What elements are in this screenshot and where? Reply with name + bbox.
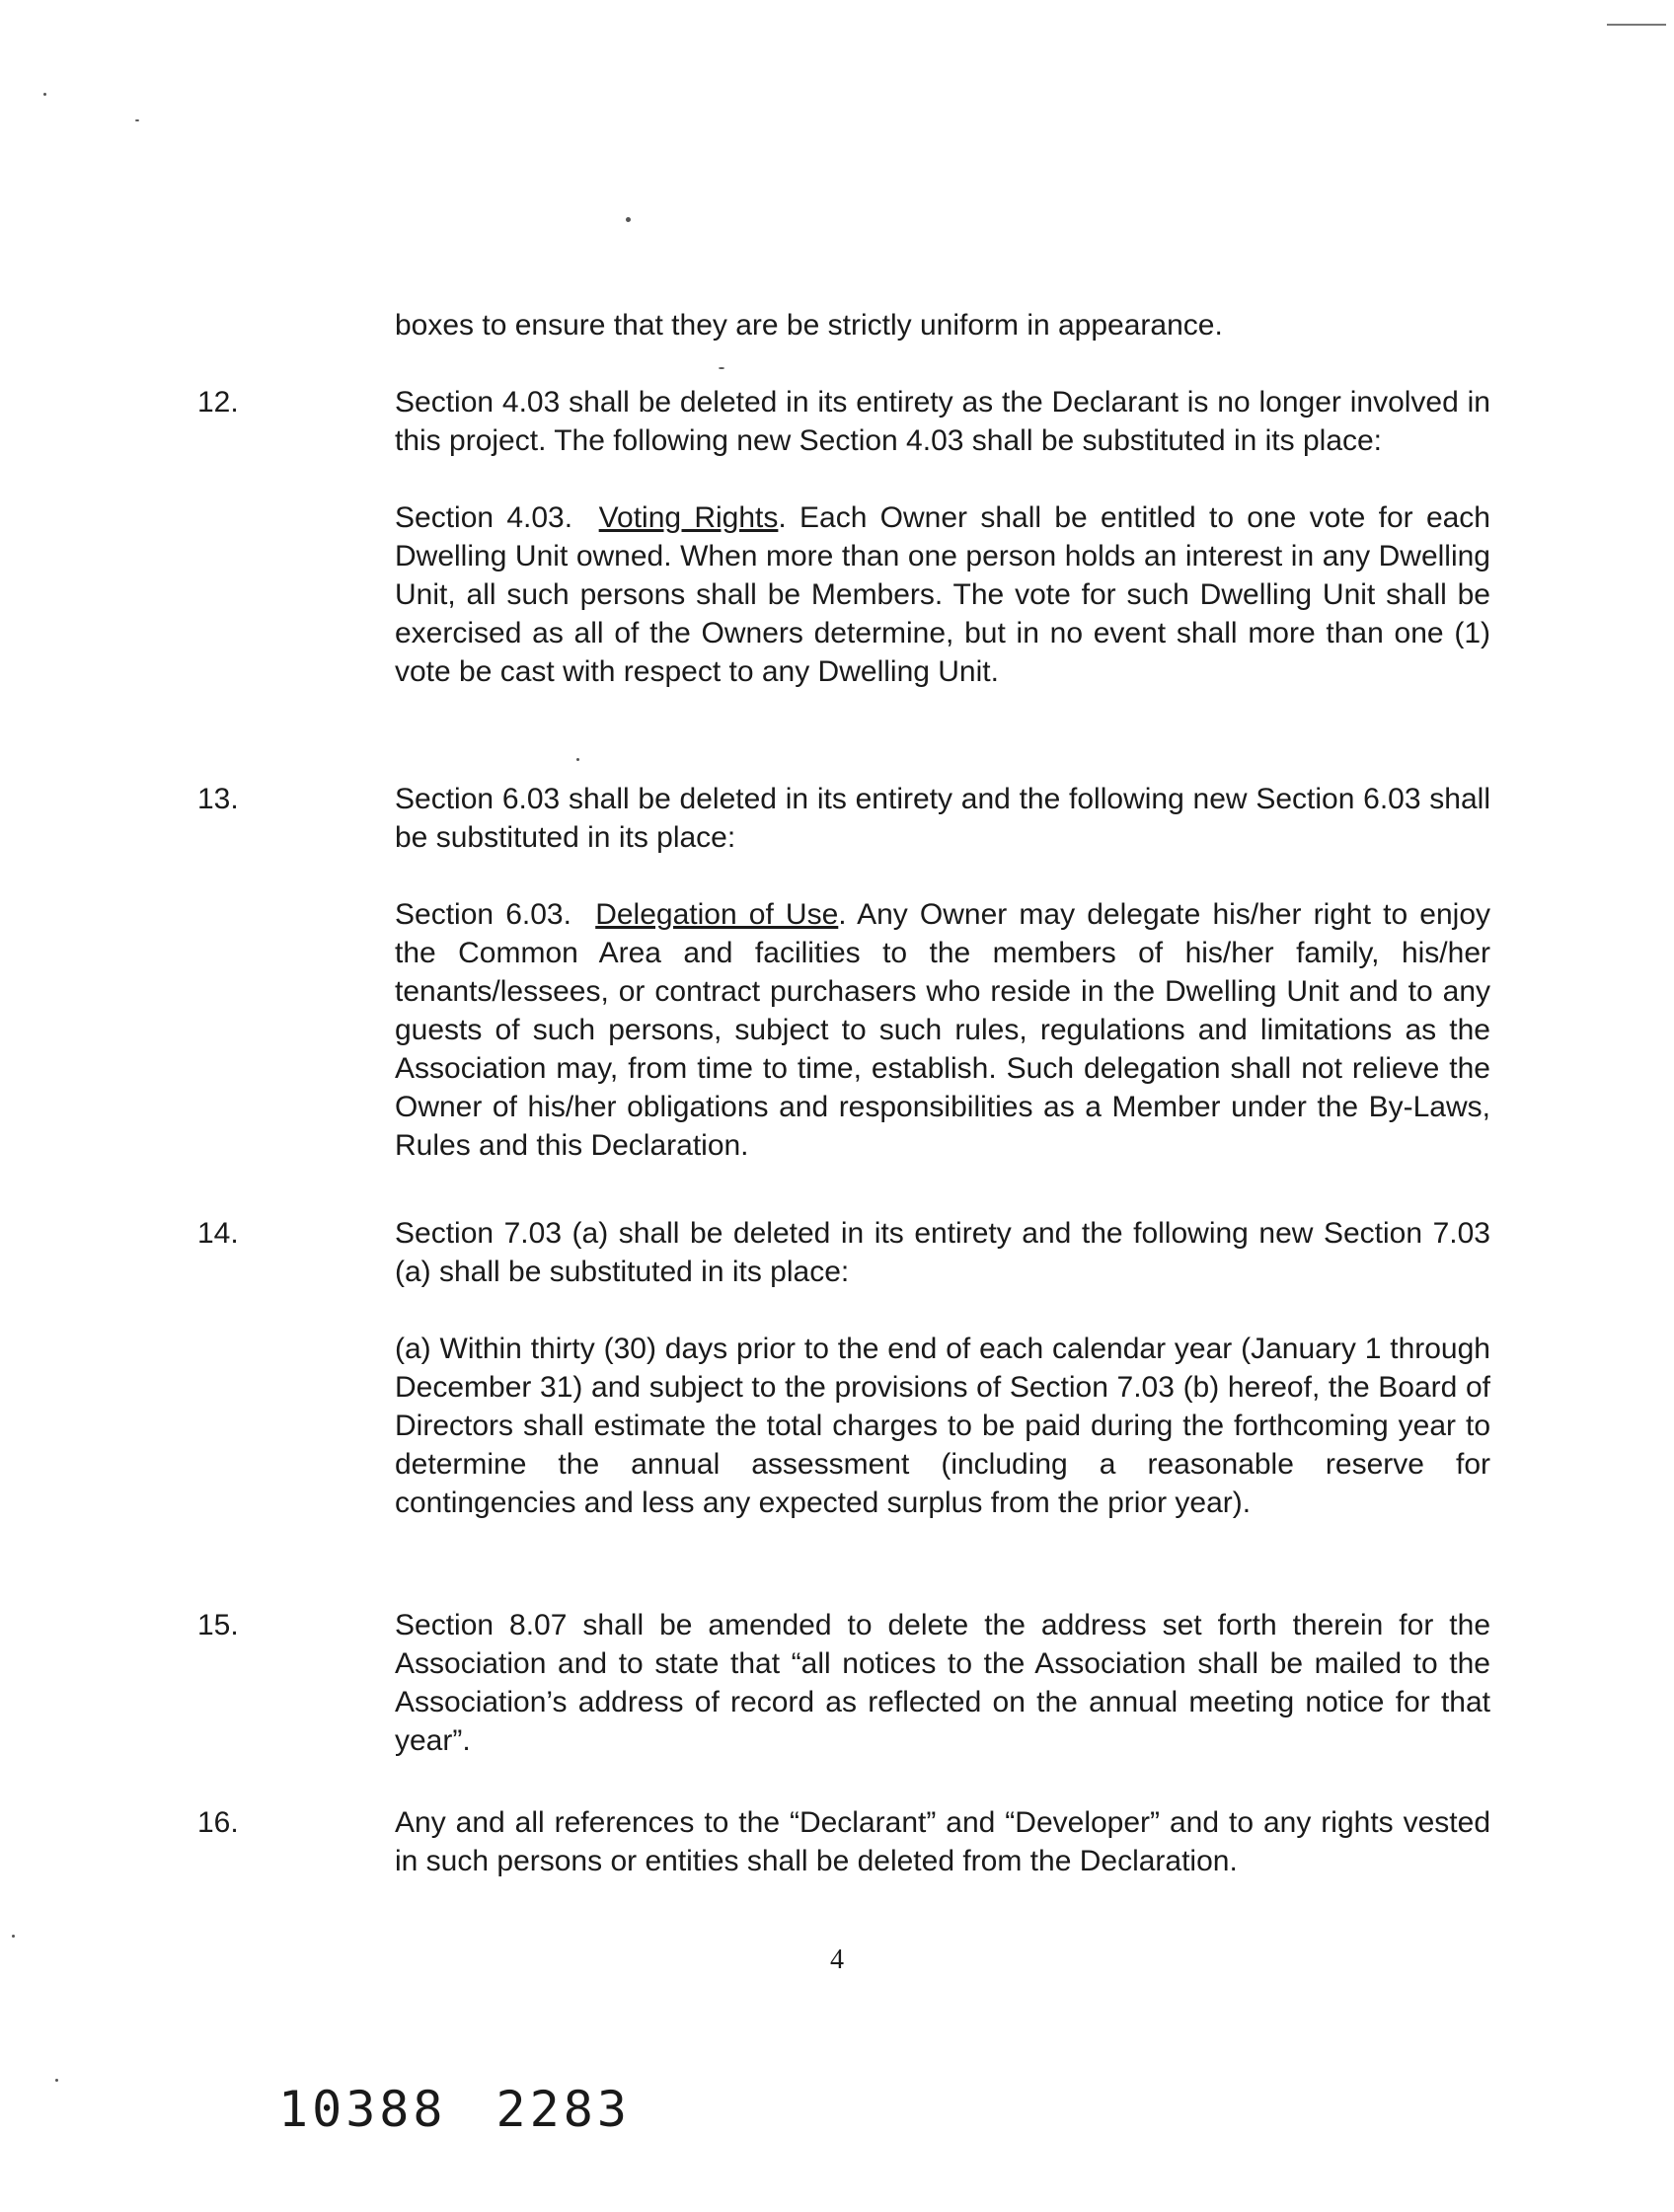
section-prefix: Section 4.03.	[395, 501, 573, 534]
book-page-number: 2283	[495, 2081, 631, 2138]
scan-speck	[135, 119, 139, 121]
scan-speck	[719, 367, 724, 369]
list-item-15	[197, 1606, 1490, 1760]
item-paragraph: Section 7.03 (a) shall be deleted in its entirety and the following new Section 7.03 (a) shall be substituted in its place:	[395, 1217, 1490, 1288]
item-number: 14.	[197, 1217, 239, 1250]
section-heading: Voting Rights	[598, 501, 779, 534]
book-number: 10388	[278, 2081, 447, 2138]
scan-speck	[576, 758, 579, 761]
item-number: 12.	[197, 386, 239, 419]
list-item-13	[197, 780, 1490, 1165]
list-item-16	[197, 1803, 1490, 1880]
section-prefix: Section 6.03.	[395, 898, 571, 931]
scan-speck	[12, 1935, 15, 1938]
continuation-paragraph: boxes to ensure that they are be strictly uniform in appearance.	[395, 309, 1223, 342]
item-number: 16.	[197, 1806, 239, 1839]
section-heading: Delegation of Use	[595, 898, 839, 931]
page-number: 4	[830, 1945, 844, 1975]
replacement-clause: (a) Within thirty (30) days prior to the end of each calendar year (January 1 through December 31) and subject to the provisions of Section 7.03 (b) hereof, the Board of Directors shall estimate the total charges to be paid during the forthcoming year to determine the annual assessment (including a reasonable reserve for contingencies and less any expected surplus from the prior year).	[395, 1333, 1490, 1519]
scan-speck	[43, 93, 46, 96]
section-text: . Each Owner shall be entitled to one vote for each Dwelling Unit owned. When more than one person holds an interest in any Dwelling Unit, all such persons shall be Members. The vote for such Dwelling Unit shall be exercised as all of the Owners determine, but in no event shall more than one (1) vote be cast with respect to any Dwelling Unit.	[395, 501, 1490, 688]
section-text: . Any Owner may delegate his/her right to enjoy the Common Area and facilities to the members of his/her family, his/her tenants/lessees, or contract purchasers who reside in the Dwelling Unit and to any guests of such persons, subject to such rules, regulations and limitations as the Association may, from time to time, establish. Such delegation shall not relieve the Owner of his/her obligations and responsibilities as a Member under the By-Laws, Rules and this Declaration.	[395, 898, 1491, 1162]
list-item-12	[197, 383, 1490, 691]
book-page-stamp	[278, 2081, 680, 2138]
scan-speck	[626, 217, 631, 222]
item-paragraph: Section 8.07 shall be amended to delete the address set forth therein for the Association and to state that “all notices to the Association shall be mailed to the Association’s address of record as reflected on the annual meeting notice for that year”.	[395, 1609, 1490, 1757]
item-number: 15.	[197, 1609, 239, 1641]
item-paragraph: Section 6.03 shall be deleted in its entirety and the following new Section 6.03 shall be substituted in its place:	[395, 783, 1490, 854]
replacement-section	[395, 498, 1490, 691]
item-number: 13.	[197, 783, 239, 815]
list-item-14	[197, 1214, 1490, 1522]
item-paragraph: Section 4.03 shall be deleted in its entirety as the Declarant is no longer involved in this project. The following new Section 4.03 shall be substituted in its place:	[395, 386, 1490, 457]
replacement-section	[395, 895, 1490, 1165]
scan-edge-mark	[1607, 24, 1666, 26]
item-paragraph: Any and all references to the “Declarant” and “Developer” and to any rights vested in such persons or entities shall be deleted from the Declaration.	[395, 1806, 1490, 1877]
scan-speck	[55, 2079, 58, 2082]
